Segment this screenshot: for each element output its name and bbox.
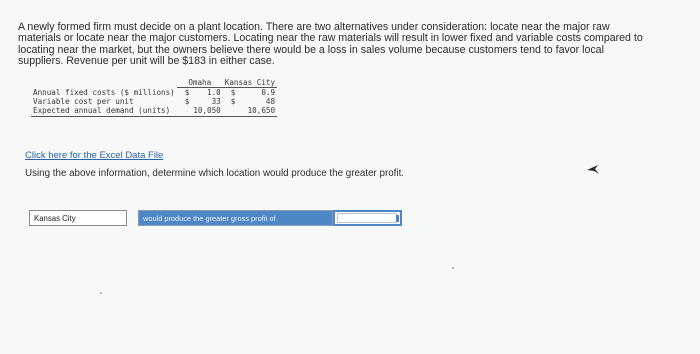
currency-symbol: $ — [184, 88, 190, 97]
row-label: Annual fixed costs ($ millions) — [33, 87, 175, 97]
dust-speck — [452, 267, 454, 269]
row-label: Variable cost per unit — [33, 97, 134, 106]
currency-symbol: $ — [184, 97, 190, 106]
problem-statement — [18, 22, 686, 67]
answer-statement-dropdown[interactable]: would produce the greater gross profit of — [138, 210, 333, 226]
input-edge-marker — [396, 215, 399, 222]
currency-symbol: $ — [230, 97, 236, 106]
omaha-value: 1.0 — [207, 88, 221, 97]
cost-data-table — [31, 78, 277, 117]
column-header-omaha: Omaha — [177, 78, 223, 88]
excel-data-file-link[interactable]: Click here for the Excel Data File — [25, 150, 164, 161]
dust-speck — [100, 292, 102, 294]
table-row — [31, 97, 277, 106]
mouse-pointer-icon — [587, 165, 599, 175]
problem-line: suppliers. Revenue per unit will be $183 in either case. — [18, 54, 275, 67]
omaha-value: 33 — [211, 97, 221, 106]
row-label: Expected annual demand (units) — [31, 106, 177, 117]
table-row — [31, 106, 277, 117]
kansas-city-value: 48 — [265, 97, 276, 106]
kansas-city-value: 0.9 — [261, 88, 276, 97]
gross-profit-input[interactable] — [333, 210, 402, 226]
table-header-row — [31, 78, 277, 88]
currency-symbol: $ — [230, 88, 236, 97]
kansas-city-value: 10,650 — [240, 106, 277, 117]
problem-line: materials or locate near the major customers. Locating near the raw materials will result in lower fixed and variable costs compared to — [18, 32, 643, 45]
input-inner-field[interactable] — [337, 213, 397, 223]
problem-line: locating near the market, but the owners believe there would be a loss in sales volume because customers tend to favor local — [18, 43, 604, 56]
table-row — [31, 88, 277, 98]
column-header-kansas-city: Kansas City — [224, 78, 276, 87]
question-text: Using the above information, determine which location would produce the greater profit. — [25, 168, 405, 179]
location-dropdown[interactable]: Kansas City — [29, 210, 127, 226]
omaha-value: 10,050 — [193, 106, 221, 115]
currency-symbol — [223, 106, 240, 117]
problem-line: A newly formed firm must decide on a plant location. There are two alternatives under consideration: locate near the major raw — [18, 21, 610, 33]
currency-symbol — [177, 106, 192, 117]
